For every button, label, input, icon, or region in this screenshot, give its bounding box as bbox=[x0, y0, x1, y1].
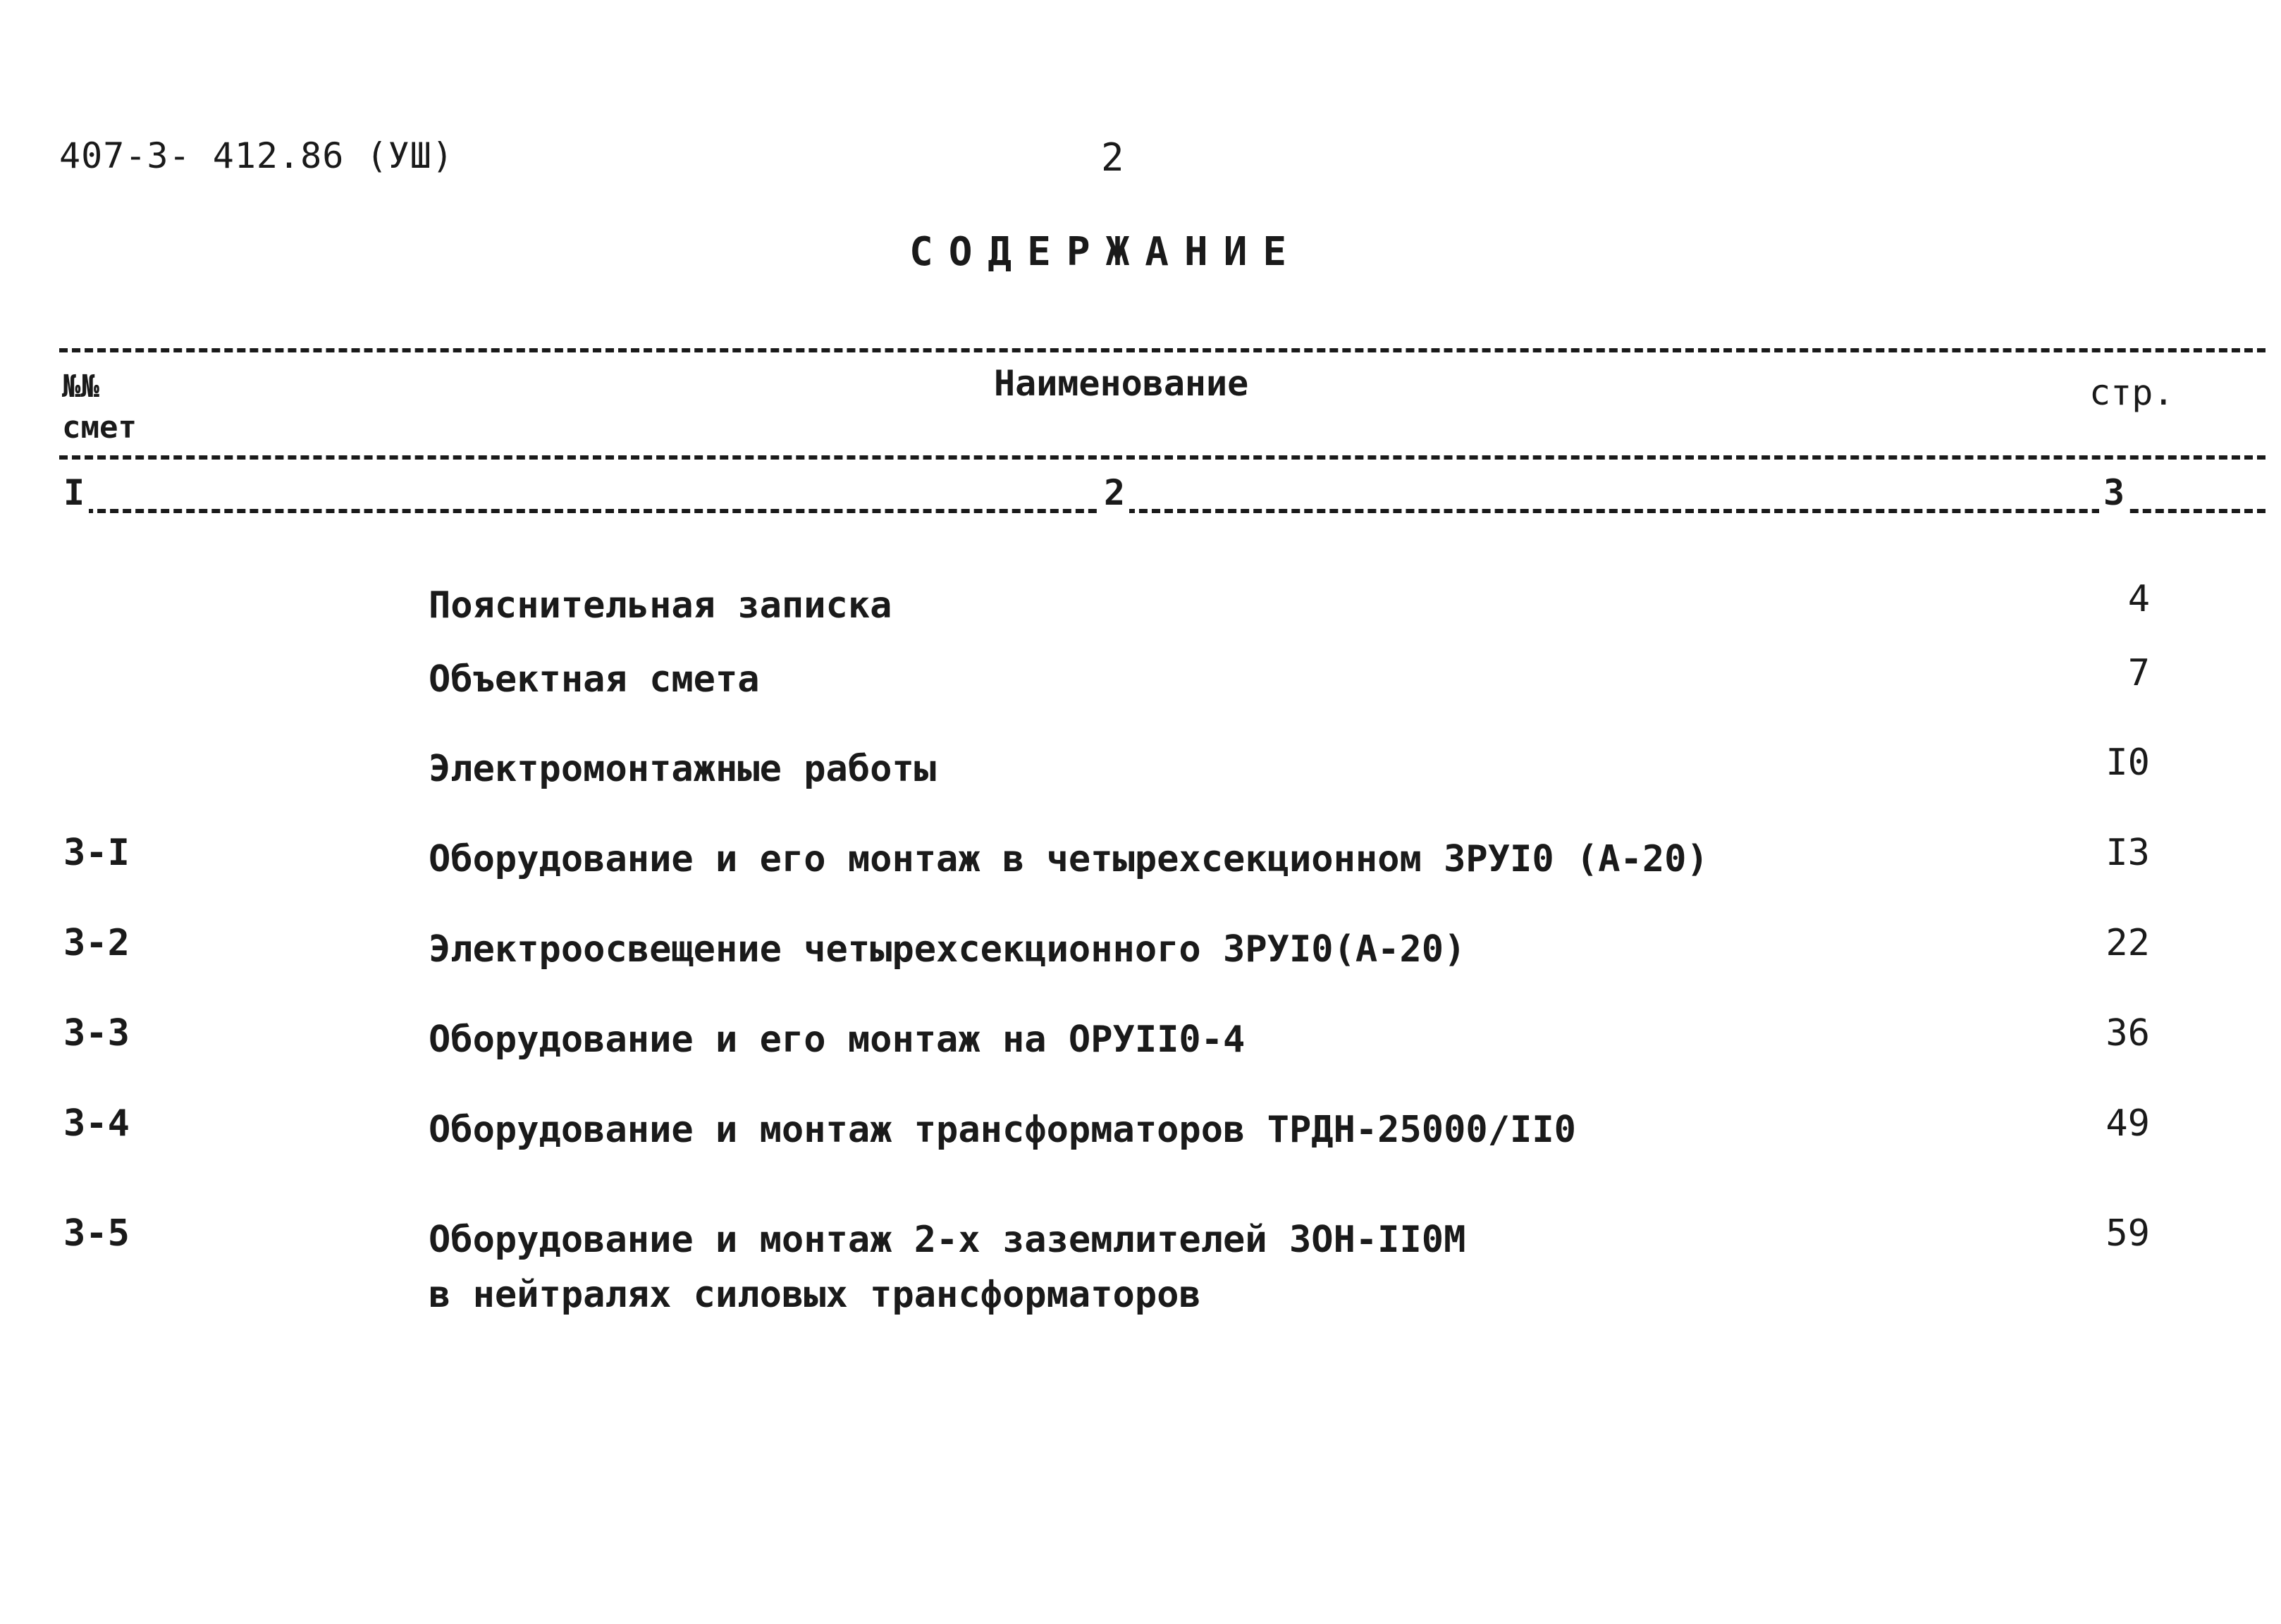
column-number-1: I bbox=[59, 472, 89, 513]
column-header-page: стр. bbox=[2089, 372, 2175, 413]
header-bottom-rule bbox=[59, 455, 2265, 460]
column-number-rule bbox=[59, 509, 2265, 513]
row-name: Оборудование и его монтаж в четырехсекционном ЗРУI0 (А-20) bbox=[429, 838, 1709, 880]
row-name: Оборудование и монтаж 2-х заземлителей ЗОН-II0М в нейтралях силовых трансформаторов bbox=[429, 1219, 1466, 1316]
row-name: Электроосвещение четырехсекционного ЗРУI0(А-20) bbox=[429, 928, 1466, 971]
column-header-name: Наименование bbox=[994, 363, 1249, 404]
row-code: 3-4 bbox=[63, 1102, 130, 1145]
row-page: 36 bbox=[2105, 1012, 2150, 1054]
row-name: Объектная смета bbox=[429, 658, 760, 701]
row-page: 7 bbox=[2127, 652, 2150, 694]
column-number-2: 2 bbox=[1100, 472, 1129, 513]
row-code: 3-5 bbox=[63, 1212, 130, 1255]
row-code: 3-2 bbox=[63, 922, 130, 964]
row-page: I3 bbox=[2105, 832, 2150, 874]
row-name: Оборудование и его монтаж на ОРУII0-4 bbox=[429, 1019, 1246, 1061]
row-page: I0 bbox=[2105, 742, 2150, 784]
document-code: 407-3- 412.86 (УШ) bbox=[59, 135, 454, 176]
page-number: 2 bbox=[1101, 135, 1124, 180]
row-page: 4 bbox=[2127, 578, 2150, 620]
row-page: 59 bbox=[2105, 1212, 2150, 1255]
column-header-estimate-number: №№ смет bbox=[62, 369, 137, 445]
row-name: Оборудование и монтаж трансформаторов ТРДН-25000/II0 bbox=[429, 1109, 1576, 1151]
row-page: 49 bbox=[2105, 1102, 2150, 1145]
row-code: 3-3 bbox=[63, 1012, 130, 1054]
row-name: Электромонтажные работы bbox=[429, 748, 937, 790]
table-top-rule bbox=[59, 348, 2265, 352]
row-page: 22 bbox=[2105, 922, 2150, 964]
row-name: Пояснительная записка bbox=[429, 584, 892, 627]
page-title: СОДЕРЖАНИЕ bbox=[909, 229, 1303, 275]
column-number-3: 3 bbox=[2099, 472, 2129, 513]
row-code: 3-I bbox=[63, 832, 130, 874]
